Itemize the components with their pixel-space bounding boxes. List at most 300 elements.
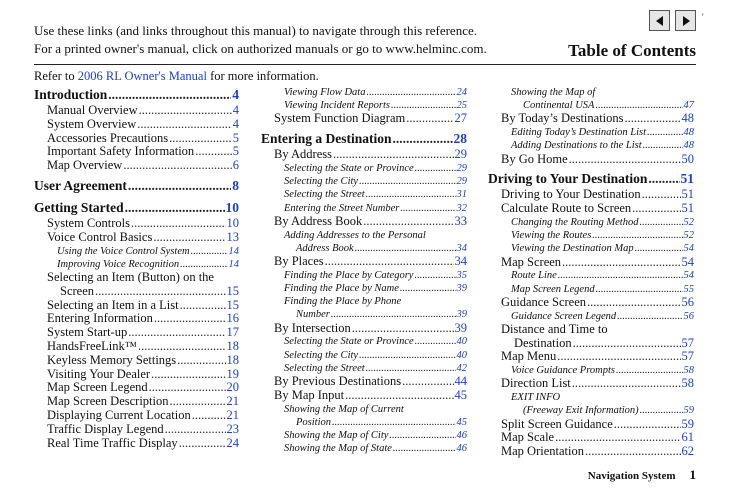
toc-entry[interactable] <box>488 242 694 255</box>
toc-page-link[interactable]: 4 <box>232 116 239 131</box>
toc-leader-dots <box>562 256 680 270</box>
toc-page-link[interactable]: 46 <box>456 430 467 442</box>
toc-page-link[interactable]: 24 <box>226 435 239 450</box>
toc-entry[interactable] <box>261 322 467 336</box>
toc-entry-title: System Start-up <box>47 325 128 340</box>
toc-entry-title: By Address <box>274 147 332 162</box>
toc-leader-dots <box>414 269 455 282</box>
toc-entry-title: By Today’s Destinations <box>501 111 624 126</box>
toc-page-link[interactable]: 33 <box>454 213 467 228</box>
toc-page-link[interactable]: 57 <box>681 349 694 364</box>
toc-page-link[interactable]: 14 <box>228 245 239 257</box>
toc-entry[interactable] <box>488 296 694 310</box>
toc-entry[interactable] <box>488 310 694 323</box>
toc-entry-title: Using the Voice Control System <box>57 245 190 257</box>
toc-entry-title: By Previous Destinations <box>274 374 402 389</box>
left-arrow-icon <box>655 16 665 26</box>
toc-leader-dots <box>153 231 225 245</box>
toc-entry-title: Selecting an Item in a List <box>47 297 179 312</box>
toc-page-link[interactable]: 45 <box>456 416 467 428</box>
page-number: 1 <box>689 467 696 482</box>
toc-entry[interactable] <box>488 112 694 126</box>
toc-page-link[interactable]: 52 <box>683 230 694 242</box>
toc-entry[interactable] <box>488 216 694 229</box>
toc-page-link[interactable]: 45 <box>454 387 467 402</box>
toc-leader-dots <box>128 326 225 340</box>
toc-page-link[interactable]: 48 <box>681 111 694 126</box>
toc-entry-title: Viewing the Routes <box>511 230 592 242</box>
toc-entry[interactable] <box>488 418 694 432</box>
toc-entry-title: Selecting the Street <box>284 362 365 374</box>
toc-page-link[interactable]: 48 <box>683 127 694 139</box>
toc-entry[interactable] <box>34 381 239 395</box>
toc-entry[interactable] <box>34 299 239 313</box>
toc-leader-dots <box>558 269 683 282</box>
toc-entry[interactable] <box>34 217 239 231</box>
toc-page-link[interactable]: 8 <box>232 177 239 193</box>
toc-page-link[interactable]: 29 <box>454 147 467 162</box>
toc-entry[interactable] <box>34 368 239 382</box>
toc-entry-title: Selecting the Street <box>284 189 365 201</box>
toc-entry-title-cont: Address Book <box>296 242 354 254</box>
toc-page-link[interactable]: 57 <box>681 335 694 350</box>
toc-entry-title: Voice Guidance Prompts <box>511 365 616 377</box>
toc-entry[interactable] <box>488 445 694 459</box>
toc-page-link[interactable]: 10 <box>226 215 239 230</box>
toc-page-link[interactable]: 46 <box>456 443 467 455</box>
toc-entry[interactable] <box>488 188 694 202</box>
toc-leader-dots <box>352 322 454 336</box>
toc-entry[interactable] <box>488 126 694 139</box>
toc-page-link[interactable]: 14 <box>228 258 239 270</box>
toc-entry[interactable] <box>261 112 467 126</box>
toc-page-link[interactable]: 54 <box>683 270 694 282</box>
toc-page-link[interactable]: 52 <box>683 217 694 228</box>
toc-leader-dots <box>149 381 226 395</box>
toc-entry[interactable] <box>261 335 467 348</box>
toc-page-link[interactable]: 31 <box>456 189 467 201</box>
toc-column-2 <box>261 86 467 455</box>
toc-leader-dots <box>137 118 232 132</box>
toc-leader-dots <box>635 242 683 255</box>
toc-page-link[interactable]: 29 <box>456 163 467 174</box>
toc-leader-dots <box>406 112 453 126</box>
toc-page-link[interactable]: 39 <box>456 309 467 321</box>
toc-leader-dots <box>192 409 226 423</box>
toc-entry[interactable] <box>261 162 467 175</box>
toc-entry-title-cont: Position <box>296 416 332 428</box>
toc-leader-dots <box>325 255 454 269</box>
toc-page-link[interactable]: 18 <box>226 338 239 353</box>
toc-entry[interactable] <box>261 175 467 188</box>
toc-leader-dots <box>138 340 225 354</box>
toc-leader-dots <box>359 175 455 188</box>
toc-entry-line[interactable] <box>488 86 694 99</box>
toc-leader-dots <box>647 126 682 139</box>
toc-page-link[interactable]: 54 <box>681 254 694 269</box>
toc-page-link[interactable]: 34 <box>454 254 467 269</box>
toc-entry[interactable] <box>488 202 694 216</box>
toc-entry-title: Map Scale <box>501 430 555 445</box>
toc-entry-title: Entering Information <box>47 311 153 326</box>
toc-page-link[interactable]: 39 <box>454 320 467 335</box>
toc-entry-title: Map Overview <box>47 158 123 173</box>
toc-entry-line[interactable] <box>34 271 239 285</box>
toc-entry[interactable] <box>261 215 467 229</box>
toc-entry[interactable] <box>261 148 467 162</box>
toc-entry-title: Route Line <box>511 270 557 282</box>
toc-leader-dots <box>165 423 226 437</box>
toc-leader-dots <box>389 429 455 442</box>
toc-leader-dots <box>640 404 683 417</box>
toc-leader-dots <box>331 308 456 321</box>
toc-entry-title: Accessories Precautions <box>47 130 169 145</box>
toc-entry[interactable] <box>34 340 239 354</box>
toc-page-link[interactable]: 35 <box>456 269 467 281</box>
toc-entry-title: Getting Started <box>34 199 124 215</box>
toc-page-link[interactable]: 20 <box>226 380 239 395</box>
toc-page-link[interactable]: 10 <box>225 199 239 215</box>
toc-entry-title: By Map Input <box>274 387 345 402</box>
refer-suffix: for more information. <box>206 69 319 83</box>
toc-page-link[interactable]: 29 <box>456 176 467 188</box>
toc-page-link[interactable]: 25 <box>456 100 467 112</box>
toc-leader-dots <box>643 139 683 152</box>
toc-entry-title: By Intersection <box>274 320 351 335</box>
toc-entry[interactable] <box>488 256 694 270</box>
refer-line <box>34 69 319 84</box>
toc-entry[interactable] <box>261 308 467 321</box>
toc-entry[interactable] <box>34 312 239 326</box>
toc-page-link[interactable]: 19 <box>226 366 239 381</box>
toc-leader-dots <box>191 245 228 258</box>
toc-entry[interactable] <box>488 377 694 391</box>
toc-page-link[interactable]: 5 <box>232 130 239 145</box>
toc-leader-dots <box>154 312 226 326</box>
toc-page-link[interactable]: 40 <box>456 336 467 348</box>
toc-entry[interactable] <box>261 429 467 442</box>
toc-entry[interactable] <box>34 258 239 271</box>
toc-page-link[interactable]: 17 <box>226 325 239 340</box>
toc-page-link[interactable]: 51 <box>680 171 694 187</box>
toc-entry-title: By Address Book <box>274 213 363 228</box>
toc-entry-title: Selecting the City <box>284 349 359 361</box>
toc-entry[interactable] <box>34 395 239 409</box>
toc-entry-title: Finding the Place by Phone <box>284 296 402 308</box>
toc-entry-title: Finding the Place by Name <box>284 283 399 295</box>
toc-leader-dots <box>400 202 455 215</box>
toc-entry[interactable] <box>34 409 239 423</box>
toc-page-link[interactable]: 56 <box>681 294 694 309</box>
toc-entry[interactable] <box>488 153 694 167</box>
toc-page-link[interactable]: 62 <box>681 444 694 459</box>
toc-leader-dots <box>393 442 456 455</box>
owners-manual-link[interactable]: 2006 RL Owner's Manual <box>77 69 207 83</box>
toc-leader-dots <box>355 242 456 255</box>
toc-entry-title: Entering a Destination <box>261 131 392 147</box>
toc-entry[interactable] <box>34 285 239 299</box>
toc-leader-dots <box>180 258 227 271</box>
toc-entry-title: By Go Home <box>501 151 568 166</box>
toc-entry-line[interactable] <box>261 403 467 416</box>
toc-page-link[interactable]: 21 <box>226 407 239 422</box>
toc-entry[interactable] <box>34 354 239 368</box>
toc-entry-title: Selecting the State or Province <box>284 336 414 348</box>
toc-entry-title: Driving to Your Destination <box>488 171 648 187</box>
toc-page-link[interactable]: 39 <box>456 283 467 295</box>
toc-leader-dots <box>95 285 225 299</box>
toc-page-link[interactable]: 5 <box>232 144 239 159</box>
toc-leader-dots <box>151 368 225 382</box>
footer-label: Navigation System <box>587 470 676 482</box>
toc-section[interactable] <box>34 86 239 104</box>
toc-entry-title: Direction List <box>501 376 571 391</box>
toc-entry-title: Showing the Map of State <box>284 443 392 455</box>
toc-page-link[interactable]: 32 <box>456 202 467 214</box>
toc-entry[interactable] <box>488 350 694 364</box>
toc-entry-title: Guidance Screen <box>501 294 587 309</box>
toc-leader-dots <box>596 283 683 296</box>
toc-page-link[interactable]: 61 <box>681 430 694 445</box>
toc-entry-title: Viewing Incident Reports <box>284 100 390 112</box>
toc-page-link[interactable]: 58 <box>681 376 694 391</box>
toc-section[interactable] <box>261 130 467 148</box>
toc-entry-title: By Places <box>274 254 324 269</box>
toc-entry-title: Driving to Your Destination <box>501 187 641 202</box>
toc-entry-title: Showing the Map of City <box>284 430 389 442</box>
toc-page-link[interactable]: 51 <box>681 187 694 202</box>
toc-entry[interactable] <box>261 442 467 455</box>
toc-entry-title: Selecting the City <box>284 176 359 188</box>
toc-entry-title: Introduction <box>34 87 108 102</box>
toc-leader-dots <box>195 145 232 159</box>
toc-leader-dots <box>592 229 682 242</box>
toc-entry-title: Map Menu <box>501 349 557 364</box>
toc-page-link[interactable]: 55 <box>683 283 694 295</box>
toc-entry-line[interactable] <box>261 229 467 242</box>
toc-page-link[interactable]: 15 <box>226 283 239 298</box>
toc-leader-dots <box>557 350 680 364</box>
toc-page-link[interactable]: 4 <box>232 103 239 117</box>
toc-leader-dots <box>415 162 456 175</box>
toc-page-link[interactable]: 13 <box>226 229 239 244</box>
toc-entry-title: Traffic Display Legend <box>47 421 164 436</box>
toc-entry[interactable] <box>34 437 239 451</box>
toc-entry-title: Real Time Traffic Display <box>47 435 178 450</box>
toc-leader-dots <box>366 86 455 99</box>
toc-entry[interactable] <box>488 283 694 296</box>
toc-leader-dots <box>639 216 682 229</box>
toc-leader-dots <box>632 202 680 216</box>
toc-entry[interactable] <box>261 188 467 201</box>
toc-section[interactable] <box>34 199 239 217</box>
toc-leader-dots <box>625 112 681 126</box>
toc-entry-line[interactable] <box>488 391 694 404</box>
toc-entry-title: Visiting Your Dealer <box>47 366 151 381</box>
toc-column-1 <box>34 86 239 450</box>
toc-entry[interactable] <box>261 255 467 269</box>
toc-entry[interactable] <box>34 104 239 118</box>
toc-page-link[interactable]: 59 <box>683 405 694 417</box>
toc-leader-dots <box>617 310 682 323</box>
toc-leader-dots <box>123 159 231 173</box>
toc-leader-dots <box>180 299 226 313</box>
toc-leader-dots <box>400 282 456 295</box>
toc-entry-title: System Controls <box>47 215 130 230</box>
toc-entry-title: User Agreement <box>34 177 127 193</box>
toc-entry-title: Calculate Route to Screen <box>501 201 632 216</box>
title-divider <box>34 64 696 65</box>
toc-leader-dots <box>359 349 455 362</box>
toc-page-link[interactable]: 44 <box>454 374 467 389</box>
toc-entry-title: Showing the Map of <box>511 87 596 98</box>
toc-page-link[interactable]: 28 <box>453 131 467 147</box>
toc-entry[interactable] <box>34 145 239 159</box>
toc-entry[interactable] <box>34 118 239 132</box>
toc-leader-dots <box>169 132 232 146</box>
toc-page-link[interactable]: 56 <box>683 310 694 322</box>
toc-entry-title: Showing the Map of Current <box>284 403 404 415</box>
toc-leader-dots <box>345 389 453 403</box>
next-page-button[interactable] <box>675 10 696 31</box>
page-title: Table of Contents <box>568 41 696 60</box>
toc-entry-title: Improving Voice Recognition <box>57 258 180 270</box>
toc-page-link[interactable]: 48 <box>683 140 694 152</box>
toc-page-link[interactable]: 47 <box>683 100 694 112</box>
toc-entry[interactable] <box>34 423 239 437</box>
toc-entry-title: Adding Addresses to the Personal <box>284 229 426 241</box>
toc-leader-dots <box>131 217 226 231</box>
toc-leader-dots <box>569 153 681 167</box>
toc-entry[interactable] <box>488 269 694 282</box>
toc-leader-dots <box>125 199 225 217</box>
toc-entry-title: Map Screen Legend <box>511 283 595 295</box>
toc-page-link[interactable]: 51 <box>681 201 694 216</box>
toc-page-link[interactable]: 4 <box>232 87 239 102</box>
page-footer <box>588 467 696 483</box>
toc-page-link[interactable]: 34 <box>456 242 467 254</box>
toc-page-link[interactable]: 23 <box>226 421 239 436</box>
toc-leader-dots <box>555 431 680 445</box>
toc-page-link[interactable]: 15 <box>226 297 239 312</box>
toc-entry-title: Map Screen Legend <box>47 380 148 395</box>
toc-entry-title-cont: Continental USA <box>523 100 595 112</box>
toc-leader-dots <box>177 354 225 368</box>
toc-entry-title: Selecting an Item (Button) on the <box>47 269 214 284</box>
toc-entry[interactable] <box>261 269 467 282</box>
toc-entry-title: Viewing Flow Data <box>284 87 366 98</box>
toc-leader-dots <box>393 130 453 148</box>
toc-entry-line[interactable] <box>488 323 694 337</box>
toc-entry[interactable] <box>261 349 467 362</box>
toc-entry-title-cont: Screen <box>60 283 95 298</box>
toc-entry-title: Displaying Current Location <box>47 407 191 422</box>
toc-leader-dots <box>332 416 455 429</box>
toc-column-3 <box>488 86 694 459</box>
toc-section[interactable] <box>488 170 694 188</box>
toc-entry-title: Map Screen <box>501 254 562 269</box>
toc-entry[interactable] <box>488 139 694 152</box>
toc-entry-title-cont: Destination <box>514 335 572 350</box>
toc-entry[interactable] <box>488 431 694 445</box>
toc-entry[interactable] <box>261 389 467 403</box>
toc-section[interactable] <box>34 177 239 195</box>
toc-page-link[interactable]: 58 <box>683 365 694 377</box>
right-arrow-icon <box>681 16 691 26</box>
toc-entry[interactable] <box>261 416 467 429</box>
toc-entry-title: Entering the Street Number <box>284 202 400 214</box>
toc-entry[interactable] <box>261 86 467 99</box>
toc-page-link[interactable]: 50 <box>681 151 694 166</box>
toc-entry[interactable] <box>34 326 239 340</box>
toc-entry-title: Keyless Memory Settings <box>47 352 177 367</box>
toc-page-link[interactable]: 27 <box>454 111 467 126</box>
toc-entry[interactable] <box>261 375 467 389</box>
refer-prefix: Refer to <box>34 69 78 83</box>
toc-entry[interactable] <box>34 231 239 245</box>
toc-entry-title: Finding the Place by Category <box>284 269 414 281</box>
previous-page-button[interactable] <box>649 10 670 31</box>
toc-leader-dots <box>614 418 681 432</box>
toc-entry-title: Map Orientation <box>501 444 584 459</box>
tick-mark: ' <box>702 12 704 22</box>
intro-text <box>34 22 487 58</box>
toc-entry-title: System Function Diagram <box>274 111 406 126</box>
toc-entry[interactable] <box>488 229 694 242</box>
toc-entry-title: Selecting the State or Province <box>284 163 414 174</box>
toc-entry[interactable] <box>488 337 694 351</box>
toc-page-link[interactable]: 16 <box>226 311 239 326</box>
toc-entry[interactable] <box>488 404 694 417</box>
toc-page-link[interactable]: 6 <box>232 158 239 173</box>
toc-leader-dots <box>170 395 226 409</box>
toc-leader-dots <box>128 177 231 195</box>
toc-entry-title: Map Screen Description <box>47 394 169 409</box>
toc-leader-dots <box>616 364 682 377</box>
toc-entry-title: Viewing the Destination Map <box>511 243 634 255</box>
toc-entry[interactable] <box>261 282 467 295</box>
toc-entry[interactable] <box>34 132 239 146</box>
toc-leader-dots <box>415 335 456 348</box>
toc-entry-line[interactable] <box>261 295 467 308</box>
toc-leader-dots <box>363 215 453 229</box>
toc-entry-title: Guidance Screen Legend <box>511 310 617 322</box>
toc-leader-dots <box>587 296 680 310</box>
toc-entry[interactable] <box>34 159 239 173</box>
toc-entry-title: Manual Overview <box>47 103 138 117</box>
toc-leader-dots <box>139 104 232 118</box>
toc-entry-title: Editing Today’s Destination List <box>511 127 647 139</box>
toc-page-link[interactable]: 21 <box>226 394 239 409</box>
toc-entry[interactable] <box>34 245 239 258</box>
toc-page-link[interactable]: 18 <box>226 352 239 367</box>
toc-entry-title-cont: (Freeway Exit Information) <box>523 405 639 417</box>
toc-entry-title: System Overview <box>47 116 137 131</box>
toc-leader-dots <box>573 337 681 351</box>
toc-entry[interactable] <box>261 202 467 215</box>
toc-page-link[interactable]: 42 <box>456 362 467 374</box>
toc-leader-dots <box>366 188 456 201</box>
toc-page-link[interactable]: 40 <box>456 349 467 361</box>
toc-leader-dots <box>572 377 681 391</box>
toc-entry-title: Important Safety Information <box>47 144 195 159</box>
toc-leader-dots <box>585 445 681 459</box>
toc-entry-title: Adding Destinations to the List <box>511 140 642 152</box>
toc-page-link[interactable]: 24 <box>456 87 467 98</box>
toc-entry-title: Distance and Time to <box>501 321 608 336</box>
toc-page-link[interactable]: 59 <box>681 416 694 431</box>
toc-page-link[interactable]: 54 <box>683 243 694 255</box>
